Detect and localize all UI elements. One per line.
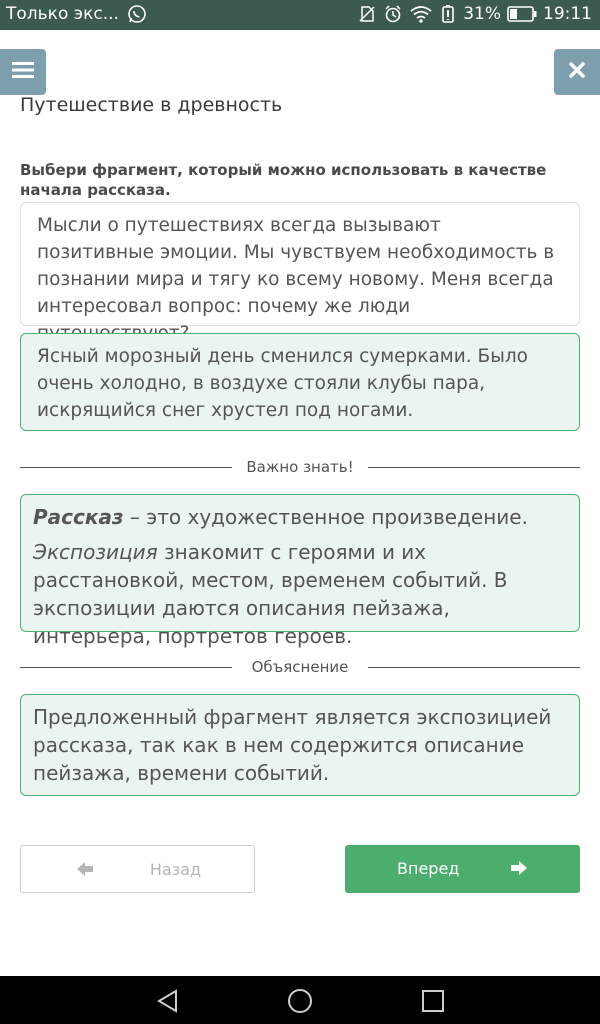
clock: 19:11 — [543, 4, 592, 24]
whatsapp-icon — [127, 4, 147, 24]
lesson-title: Путешествие в древность — [20, 94, 283, 116]
android-navigation-bar — [0, 976, 600, 1024]
section-heading-important: Важно знать! — [246, 458, 354, 476]
battery-icon — [507, 6, 537, 22]
back-triangle-icon[interactable] — [155, 988, 181, 1018]
section-divider-explanation — [20, 657, 580, 677]
section-divider-important — [20, 457, 580, 477]
definition-story-text: – это художественное произведение. — [123, 505, 528, 529]
explanation-box: Предложенный фрагмент является экспозицией рассказа, так как в нем содержится описание пейзажа, времени событий. — [20, 694, 580, 796]
definition-exposition — [33, 538, 567, 650]
back-button[interactable] — [20, 845, 255, 893]
alarm-icon — [383, 4, 403, 24]
home-circle-icon[interactable] — [287, 988, 313, 1018]
wifi-icon — [409, 4, 433, 24]
answer-option-1[interactable]: Мысли о путешествиях всегда вызывают позитивные эмоции. Мы чувствуем необходимость в познании мира и тягу ко всему новому. Меня всегда интересовал вопрос: почему же люди — [20, 202, 580, 326]
close-icon — [568, 61, 586, 83]
recents-square-icon[interactable] — [420, 988, 446, 1018]
definition-exposition-text: знакомит с героями и их расстановкой, местом, временем событий. В экспозиции даются описания пейзажа, интерьера, портретов героев. — [33, 540, 508, 648]
back-button-label: Назад — [149, 860, 202, 879]
term-exposition: Экспозиция — [33, 540, 158, 564]
hamburger-icon — [12, 61, 34, 83]
next-button[interactable] — [345, 845, 580, 893]
divider-line — [368, 667, 580, 668]
important-info-box — [20, 494, 580, 648]
battery-percent: 31% — [463, 4, 501, 24]
term-story: Рассказ — [33, 505, 124, 529]
menu-button[interactable] — [0, 49, 46, 95]
close-button[interactable] — [554, 49, 600, 95]
task-question: Выбери фрагмент, который можно использовать в качестве начала рассказа. — [20, 161, 547, 199]
battery-saver-icon — [439, 4, 457, 24]
answer-option-2-selected[interactable]: Ясный морозный день сменился сумерками. Было очень холодно, в воздухе стояли клубы пара, искрящийся снег хрустел под ногами. — [20, 333, 580, 431]
divider-line — [368, 467, 580, 468]
next-button-label: Вперед — [397, 859, 460, 878]
no-sim-icon — [357, 4, 377, 24]
arrow-right-icon — [510, 859, 528, 881]
section-heading-explanation: Объяснение — [251, 658, 349, 676]
definition-story — [33, 503, 567, 531]
notification-text: Только экс... — [6, 4, 119, 24]
status-bar — [0, 0, 600, 30]
